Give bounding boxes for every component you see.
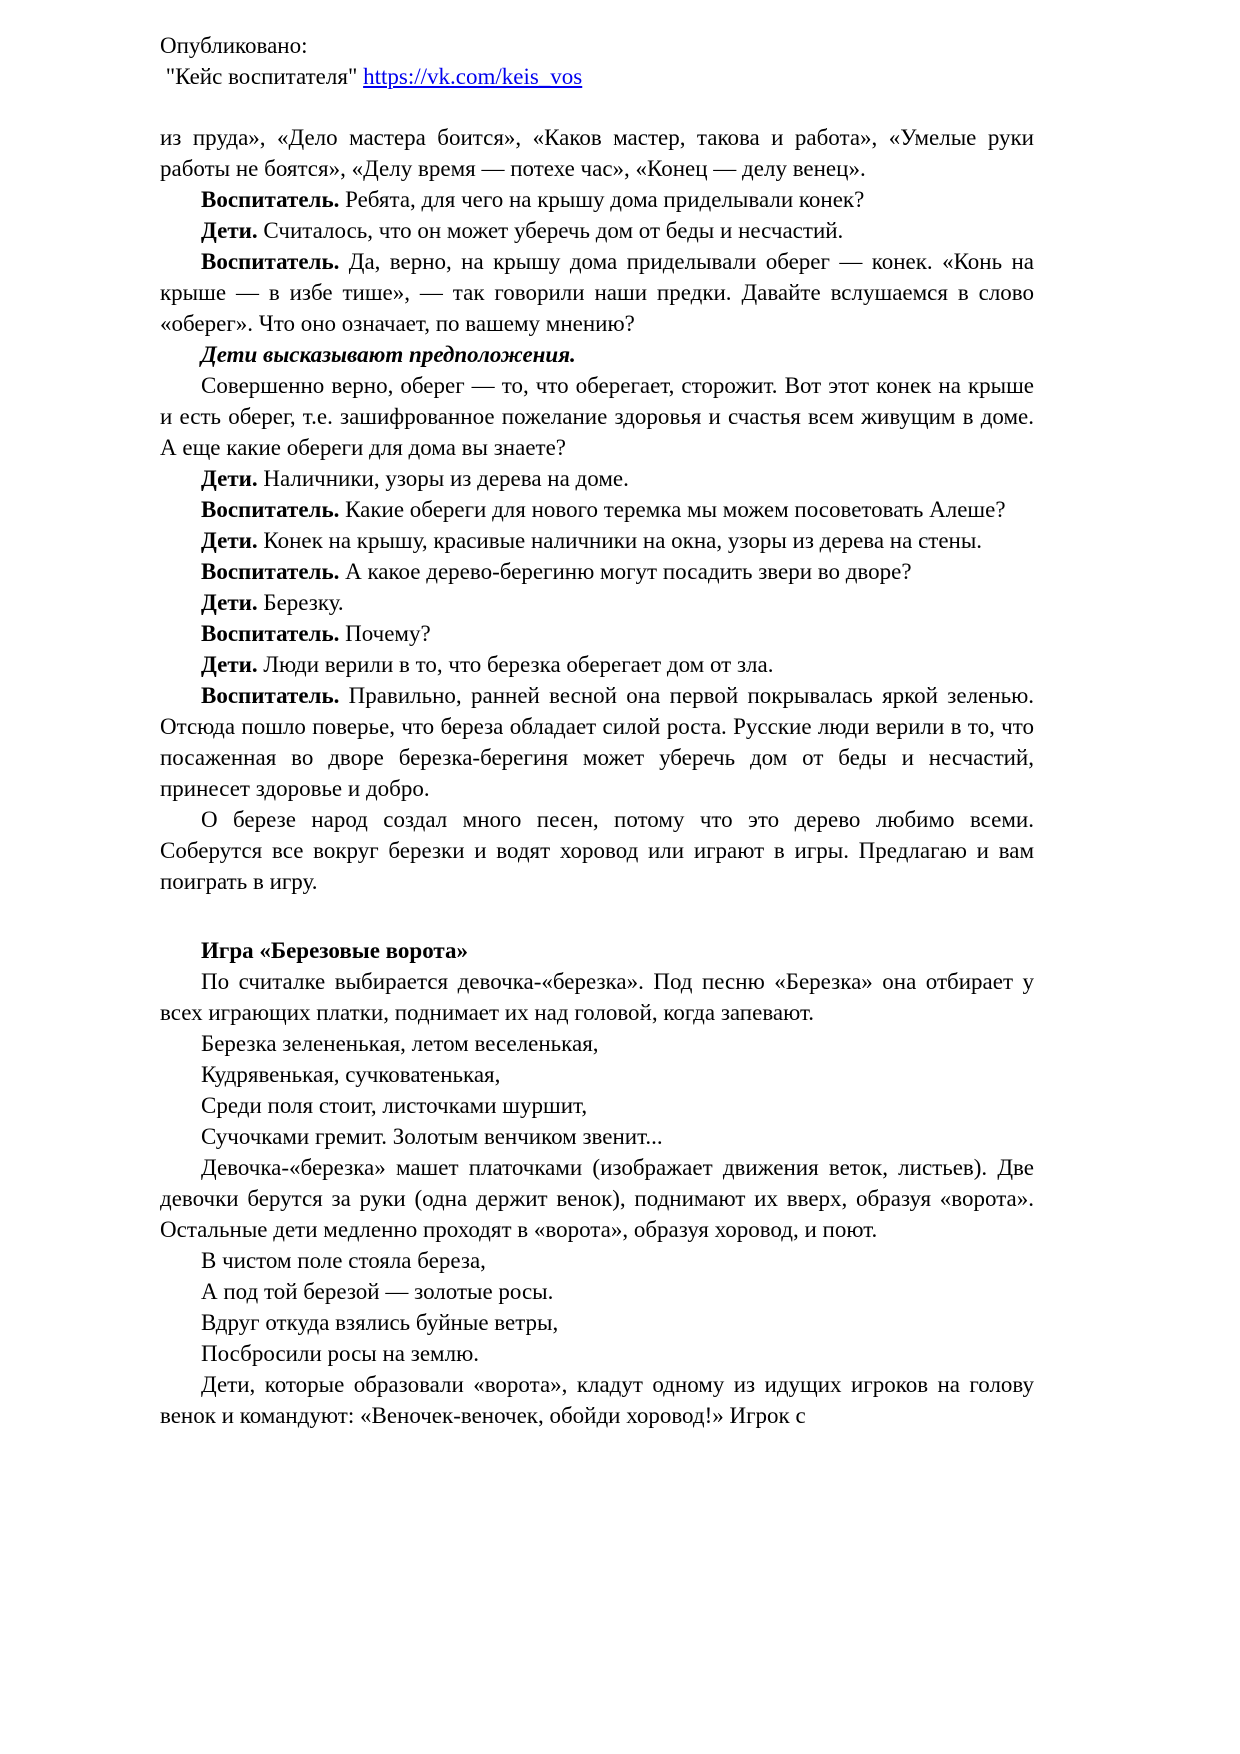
paragraph-spacer xyxy=(160,897,1034,935)
paragraph: Девочка-«березка» машет платочками (изображает движения веток, листьев). Две девочки берутся за руки (одна держит венок), поднимают их вверх, образуя «ворота». Остальные дети медленно проходят в «ворота», образуя хоровод, и поют. xyxy=(160,1155,1034,1242)
paragraph: Сучочками гремит. Золотым венчиком звенит... xyxy=(201,1124,663,1149)
paragraph: Среди поля стоит, листочками шуршит, xyxy=(201,1093,588,1118)
paragraph: В чистом поле стояла береза, xyxy=(201,1248,486,1273)
paragraph: Дети. Березку. xyxy=(201,590,344,615)
paragraph: Дети высказывают предположения. xyxy=(201,342,576,367)
speaker-label: Воспитатель. xyxy=(201,249,340,274)
speaker-label: Дети. xyxy=(201,218,258,243)
speaker-label: Воспитатель. xyxy=(201,187,340,212)
paragraph: Воспитатель. Правильно, ранней весной она первой покрывалась яркой зеленью. Отсюда пошло поверье, что береза обладает силой роста. Русские люди верили в то, что посаженная во дворе березка-берегиня может уберечь дом от беды и несчастий, принесет здоровье и добро. xyxy=(160,683,1034,801)
document-body xyxy=(160,122,1034,1431)
source-line xyxy=(160,61,1034,92)
paragraph: Дети. Люди верили в то, что березка оберегает дом от зла. xyxy=(201,652,774,677)
paragraph: Березка зелененькая, летом веселенькая, xyxy=(201,1031,599,1056)
speaker-label: Дети. xyxy=(201,466,258,491)
paragraph: Кудрявенькая, сучковатенькая, xyxy=(201,1062,501,1087)
speaker-label: Дети. xyxy=(201,528,258,553)
paragraph: Воспитатель. Ребята, для чего на крышу дома приделывали конек? xyxy=(201,187,865,212)
paragraph: Посбросили росы на землю. xyxy=(201,1341,480,1366)
speaker-label: Воспитатель. xyxy=(201,497,340,522)
source-title: "Кейс воспитателя" xyxy=(160,64,364,89)
paragraph: О березе народ создал много песен, потому что это дерево любимо всеми. Соберутся все вокруг березки и водят хоровод или играют в игры. Предлагаю и вам поиграть в игру. xyxy=(160,807,1034,894)
document-header xyxy=(160,30,1034,92)
paragraph: Вдруг откуда взялись буйные ветры, xyxy=(201,1310,559,1335)
paragraph: Совершенно верно, оберег — то, что оберегает, сторожит. Вот этот конек на крыше и есть оберег, т.е. зашифрованное пожелание здоровья и счастья всем живущим в доме. А еще какие обереги для дома вы знаете? xyxy=(160,373,1034,460)
paragraph: А под той березой — золотые росы. xyxy=(201,1279,554,1304)
paragraph: По считалке выбирается девочка-«березка». Под песню «Березка» она отбирает у всех играющих платки, поднимает их над головой, когда запевают. xyxy=(160,969,1034,1025)
paragraph: Воспитатель. Да, верно, на крышу дома приделывали оберег — конек. «Конь на крыше — в избе тише», — так говорили наши предки. Давайте вслушаемся в слово «оберег». Что оно означает, по вашему мнению? xyxy=(160,249,1034,336)
paragraph: из пруда», «Дело мастера боится», «Каков мастер, такова и работа», «Умелые руки работы не боятся», «Делу время — потехе час», «Конец — делу венец». xyxy=(160,125,1034,181)
vk-link[interactable]: https://vk.com/keis_vos xyxy=(363,64,583,89)
paragraph: Дети. Наличники, узоры из дерева на доме. xyxy=(201,466,629,491)
speaker-label: Дети. xyxy=(201,590,258,615)
paragraph: Воспитатель. Почему? xyxy=(201,621,431,646)
paragraph: Дети, которые образовали «ворота», кладут одному из идущих игроков на голову венок и командуют: «Веночек-веночек, обойди хоровод!» Игрок с xyxy=(160,1372,1034,1428)
speaker-label: Дети. xyxy=(201,652,258,677)
paragraph: Воспитатель. Какие обереги для нового теремка мы можем посоветовать Алеше? xyxy=(201,497,1006,522)
game-title: Игра «Березовые ворота» xyxy=(201,938,468,963)
paragraph: Дети. Считалось, что он может уберечь дом от беды и несчастий. xyxy=(201,218,844,243)
paragraph: Воспитатель. А какое дерево-берегиню могут посадить звери во дворе? xyxy=(201,559,912,584)
speaker-label: Воспитатель. xyxy=(201,621,340,646)
speaker-label: Воспитатель. xyxy=(201,559,340,584)
speaker-label: Воспитатель. xyxy=(201,683,340,708)
paragraph: Дети. Конек на крышу, красивые наличники на окна, узоры из дерева на стены. xyxy=(201,528,983,553)
published-label: Опубликовано: xyxy=(160,33,308,58)
